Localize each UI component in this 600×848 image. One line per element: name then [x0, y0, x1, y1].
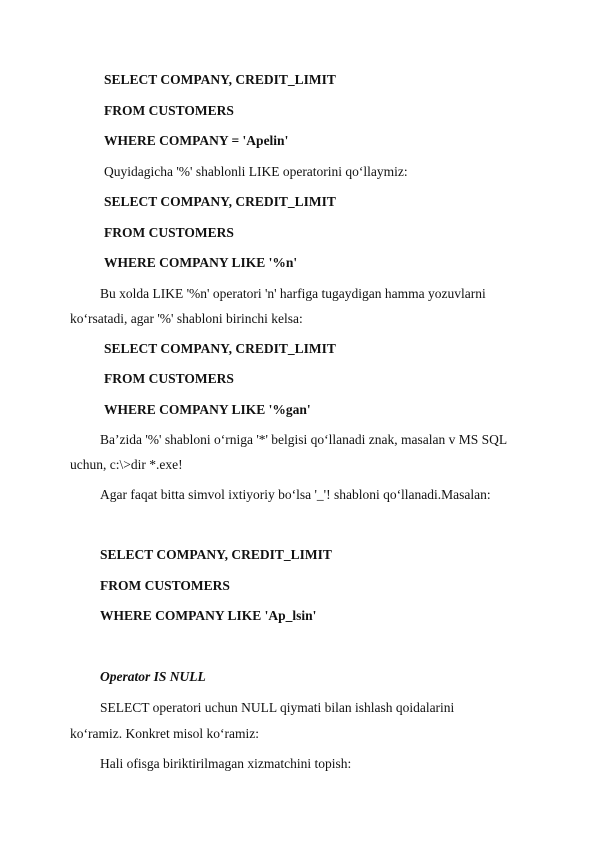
- code-line: WHERE COMPANY LIKE '%gan': [104, 402, 311, 417]
- paragraph-line: Hali ofisga biriktirilmagan xizmatchini topish:: [100, 756, 352, 771]
- code-line: WHERE COMPANY LIKE '%n': [104, 255, 298, 270]
- paragraph-line: Bu xolda LIKE '%n' operatori 'n' harfiga tugaydigan hamma yozuvlarni: [100, 286, 486, 301]
- section-heading: Operator IS NULL: [100, 669, 206, 684]
- paragraph-line: ko‘rsatadi, agar '%' shabloni birinchi kelsa:: [70, 311, 303, 326]
- paragraph-line: Quyidagicha '%' shablonli LIKE operatorini qo‘llaymiz:: [104, 164, 408, 179]
- paragraph-line: Ba’zida '%' shabloni o‘rniga '*' belgisi qo‘llanadi znak, masalan v MS SQL: [100, 432, 508, 447]
- paragraph-line: ko‘ramiz. Konkret misol ko‘ramiz:: [70, 726, 259, 741]
- code-line: SELECT COMPANY, CREDIT_LIMIT: [100, 547, 332, 562]
- code-line: FROM CUSTOMERS: [104, 371, 234, 386]
- code-line: SELECT COMPANY, CREDIT_LIMIT: [104, 341, 336, 356]
- paragraph-line: SELECT operatori uchun NULL qiymati bilan ishlash qoidalarini: [100, 700, 455, 715]
- paragraph-line: uchun, c:\>dir *.exe!: [70, 457, 183, 472]
- code-line: WHERE COMPANY = 'Apelin': [104, 133, 289, 148]
- code-line: FROM CUSTOMERS: [104, 225, 234, 240]
- code-line: WHERE COMPANY LIKE 'Ap_lsin': [100, 608, 317, 623]
- code-line: FROM CUSTOMERS: [100, 578, 230, 593]
- code-line: FROM CUSTOMERS: [104, 103, 234, 118]
- code-line: SELECT COMPANY, CREDIT_LIMIT: [104, 194, 336, 209]
- paragraph-line: Agar faqat bitta simvol ixtiyoriy bo‘lsa '_'! shabloni qo‘llanadi.Masalan:: [100, 487, 491, 502]
- code-line: SELECT COMPANY, CREDIT_LIMIT: [104, 72, 336, 87]
